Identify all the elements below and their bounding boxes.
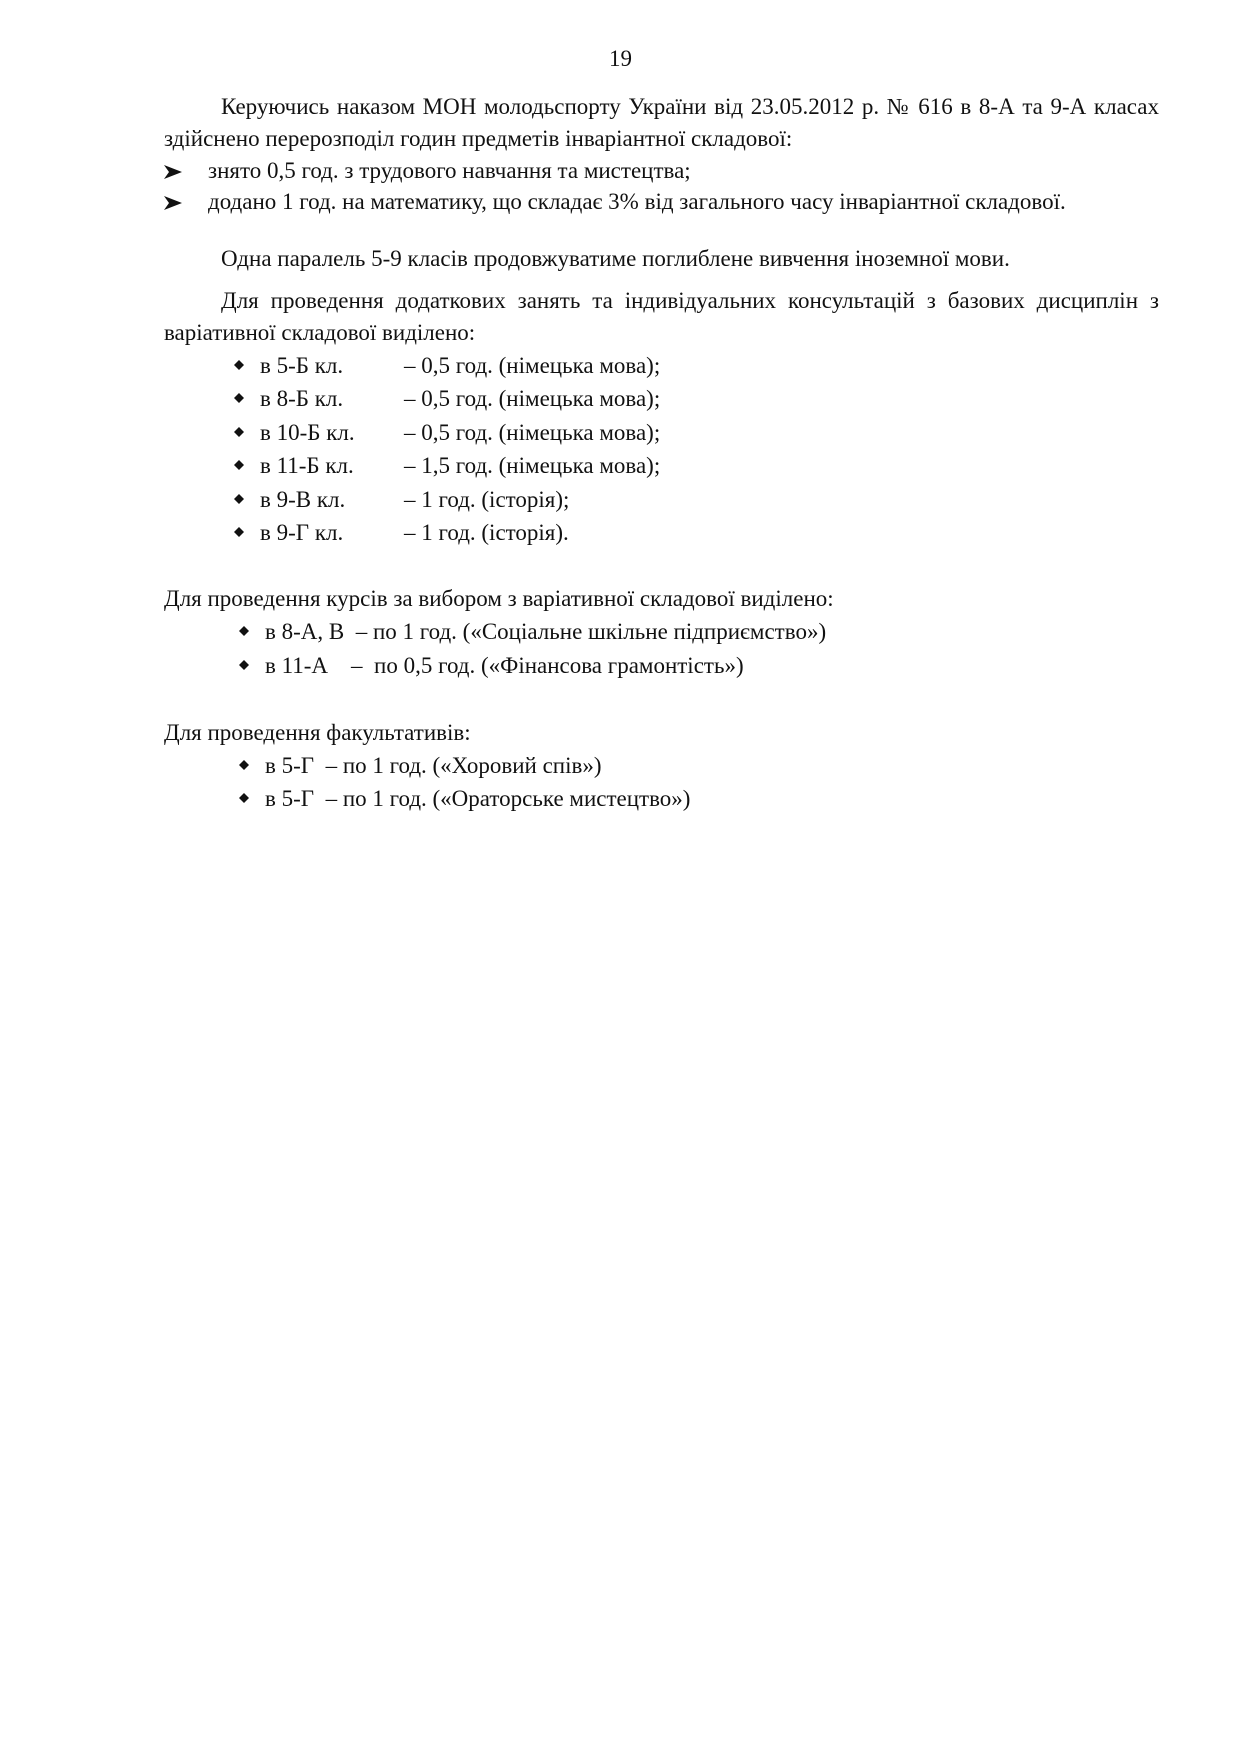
- list-item-text: додано 1 год. на математику, що складає 3% від загального часу інваріантної складової.: [208, 189, 1066, 214]
- list-item-hours: – 0,5 год. (німецька мова);: [404, 420, 661, 445]
- arrow-bullet-icon: [164, 155, 208, 187]
- diamond-bullet-icon: [234, 350, 260, 382]
- list-item-text: в 5-Г – по 1 год. («Хоровий спів»): [265, 753, 602, 778]
- diamond-bullet-icon: [234, 450, 260, 482]
- list-item-hours: – 1 год. (історія);: [404, 487, 570, 512]
- paragraph-electives: Для проведення факультативів:: [164, 720, 471, 745]
- page-number: 19: [609, 46, 632, 71]
- list-item: [239, 783, 690, 815]
- paragraph-consultations: Для проведення додаткових занять та індивідуальних консультацій з базових дисциплін з варіативної складової виділено:: [164, 288, 1159, 345]
- list-item-class: в 11-Б кл.: [260, 453, 354, 478]
- list-item: [234, 417, 660, 449]
- list-item-class: в 9-В кл.: [260, 487, 346, 512]
- list-item: [164, 186, 1066, 218]
- list-item: [239, 616, 826, 648]
- list-item: [234, 484, 569, 516]
- list-item-hours: – 1 год. (історія).: [404, 520, 569, 545]
- list-item: [239, 650, 744, 682]
- paragraph-elective-courses: Для проведення курсів за вибором з варіативної складової виділено:: [164, 586, 834, 611]
- list-item-class: в 8-Б кл.: [260, 386, 344, 411]
- list-item-hours: – 0,5 год. (німецька мова);: [404, 386, 661, 411]
- paragraph-language-study: Одна паралель 5-9 класів продовжуватиме поглиблене вивчення іноземної мови.: [221, 246, 1010, 271]
- arrow-bullet-icon: [164, 186, 208, 218]
- list-item-text: в 11-А – по 0,5 год. («Фінансова грамонтість»): [265, 653, 744, 678]
- list-item-hours: – 0,5 год. (німецька мова);: [404, 353, 661, 378]
- diamond-bullet-icon: [239, 783, 265, 815]
- diamond-bullet-icon: [239, 650, 265, 682]
- list-item: [234, 350, 660, 382]
- diamond-bullet-icon: [234, 517, 260, 549]
- list-item-class: в 5-Б кл.: [260, 353, 344, 378]
- diamond-bullet-icon: [239, 750, 265, 782]
- list-item: [234, 450, 660, 482]
- diamond-bullet-icon: [234, 484, 260, 516]
- diamond-bullet-icon: [234, 383, 260, 415]
- paragraph-order-reference: Керуючись наказом МОН молодьспорту України від 23.05.2012 р. № 616 в 8-А та 9-А класах здійснено перерозподіл годин предметів інваріантної складової:: [164, 94, 1159, 151]
- list-item: [239, 750, 602, 782]
- list-item: [234, 383, 660, 415]
- list-item: [234, 517, 569, 549]
- list-item-text: знято 0,5 год. з трудового навчання та мистецтва;: [208, 158, 691, 183]
- list-item-text: в 8-А, В – по 1 год. («Соціальне шкільне підприємство»): [265, 619, 827, 644]
- list-item-hours: – 1,5 год. (німецька мова);: [404, 453, 661, 478]
- diamond-bullet-icon: [239, 616, 265, 648]
- list-item-class: в 10-Б кл.: [260, 420, 355, 445]
- diamond-bullet-icon: [234, 417, 260, 449]
- list-item: [164, 155, 691, 187]
- list-item-text: в 5-Г – по 1 год. («Ораторське мистецтво»): [265, 786, 691, 811]
- list-item-class: в 9-Г кл.: [260, 520, 344, 545]
